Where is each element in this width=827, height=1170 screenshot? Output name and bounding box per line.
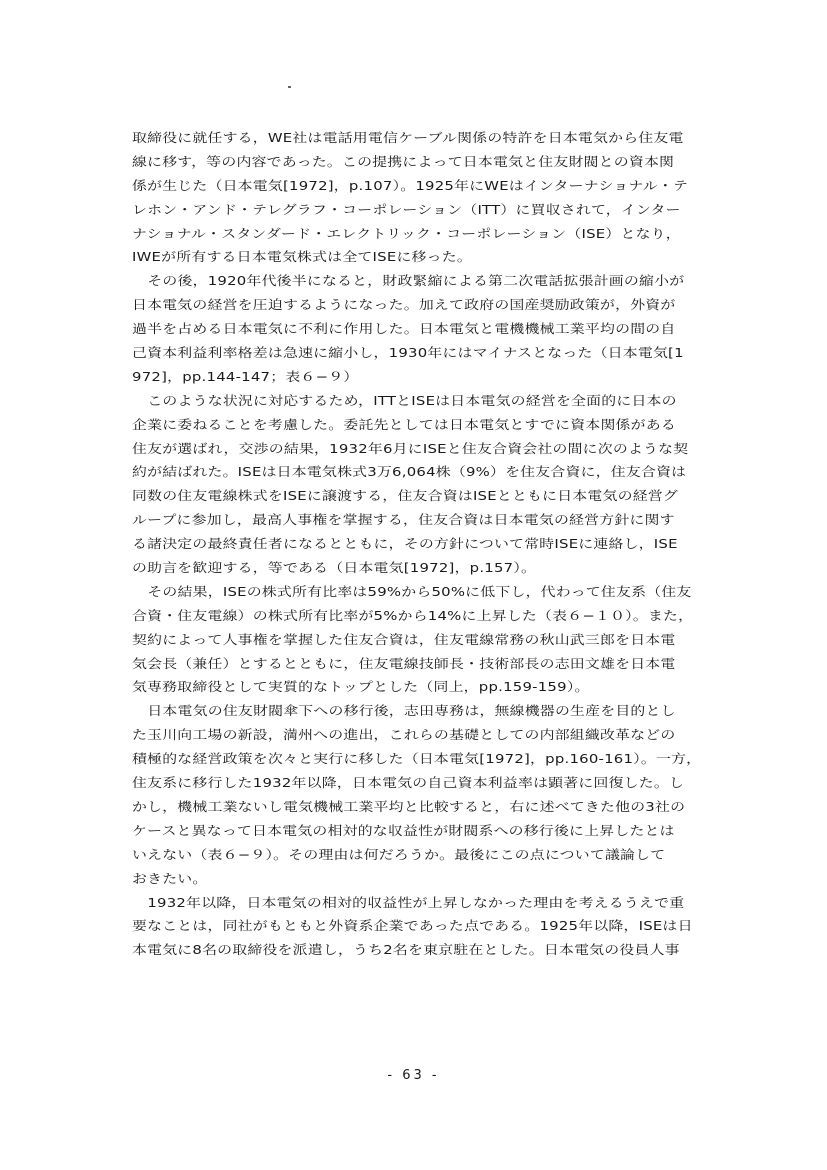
text-line: 己資本利益利率格差は急速に縮小し，1930年にはマイナスとなった（日本電気[1 (132, 345, 684, 361)
text-line: IWEが所有する日本電気株式は全てISEに移った。 (132, 249, 472, 265)
text-line: る諸決定の最終責任者になるとともに，その方針について常時ISEに連絡し，ISE (132, 536, 678, 552)
text-line: 契約によって人事権を掌握した住友合資は，住友電線常務の秋山武三郎を日本電 (132, 631, 676, 647)
text-line: このような状況に対応するため，ITTとISEは日本電気の経営を全面的に日本の (147, 392, 677, 408)
text-line: 過半を占める日本電気に不利に作用した。日本電気と電機機械工業平均の間の自 (132, 321, 676, 337)
text-line: かし，機械工業ないし電気機械工業平均と比較すると，右に述べてきた他の3社の (132, 798, 686, 814)
body-text (132, 126, 722, 962)
text-line: その後，1920年代後半になると，財政緊縮による第二次電話拡張計画の縮小が (147, 273, 685, 289)
text-line: 気会長（兼任）とするとともに，住友電線技師長・技術部長の志田文雄を日本電 (132, 655, 676, 671)
text-line: 1932年以降，日本電気の相対的収益性が上昇しなかった理由を考えるうえで重 (147, 894, 685, 910)
text-line: 積極的な経営政策を次々と実行に移した（日本電気[1972]，pp.160-161）。一方， (132, 751, 702, 767)
text-line: 合資・住友電線）の株式所有比率が5%から14%に上昇した（表６−１０）。また， (132, 607, 694, 623)
text-line: 線に移す，等の内容であった。この提携によって日本電気と住友財閥との資本関 (132, 153, 675, 169)
scan-speck (288, 86, 291, 88)
text-line: ケースと異なって日本電気の相対的な収益性が財閥系への移行後に上昇したとは (132, 822, 675, 838)
text-line: 日本電気の住友財閥傘下への移行後，志田専務は，無線機器の生産を目的とし (147, 703, 676, 719)
text-line: 972]，pp.144-147；表６−９） (132, 368, 359, 384)
text-line: 企業に委ねることを考慮した。委託先としては日本電気とすでに資本関係がある (132, 416, 676, 432)
text-line: 気専務取締役として実質的なトップとした（同上，pp.159-159）。 (132, 679, 590, 695)
text-line: 取締役に就任する，WE社は電話用電信ケーブル関係の特許を日本電気から住友電 (132, 130, 684, 145)
text-line: 同数の住友電線株式をISEに譲渡する，住友合資はISEとともに日本電気の経営グ (132, 488, 679, 504)
page-number: - 63 - (387, 1068, 440, 1083)
text-line: その結果，ISEの株式所有比率は59%から50%に低下し，代わって住友系（住友 (147, 583, 692, 599)
text-line: 要なことは，同社がもともと外資系企業であった点である。1925年以降，ISEは日 (132, 918, 693, 934)
text-line: 本電気に8名の取締役を派遣し，うち2名を東京駐在とした。日本電気の役員人事 (132, 942, 680, 958)
text-line: おきたい。 (132, 870, 208, 886)
text-line: いえない（表６−９）。その理由は何だろうか。最後にこの点について議論して (132, 846, 666, 862)
text-line: レホン・アンド・テレグラフ・コーポレーション（ITT）に買収されて，インター (132, 201, 681, 217)
text-line: の助言を歓迎する，等である（日本電気[1972]，p.157）。 (132, 560, 537, 576)
text-line: ナショナル・スタンダード・エレクトリック・コーポレーション（ISE）となり， (132, 225, 681, 241)
text-line: 住友系に移行した1932年以降，日本電気の自己資本利益率は顕著に回復した。し (132, 775, 685, 791)
text-line: 日本電気の経営を圧迫するようになった。加えて政府の国産奨励政策が，外資が (132, 297, 676, 313)
text-line: 住友が選ばれ，交渉の結果，1932年6月にISEと住友合資会社の間に次のような契 (132, 440, 689, 456)
text-line: 係が生じた（日本電気[1972]，p.107）。1925年にWEはインターナショナル・テ (132, 177, 689, 193)
text-line: た玉川向工場の新設，満州への進出，これらの基礎としての内部組織改革などの (132, 727, 676, 743)
text-line: ループに参加し，最高人事権を掌握する，住友合資は日本電気の経営方針に関す (132, 512, 675, 528)
text-line: 約が結ばれた。ISEは日本電気株式3万6,064株（9%）を住友合資に，住友合資は (132, 464, 687, 480)
